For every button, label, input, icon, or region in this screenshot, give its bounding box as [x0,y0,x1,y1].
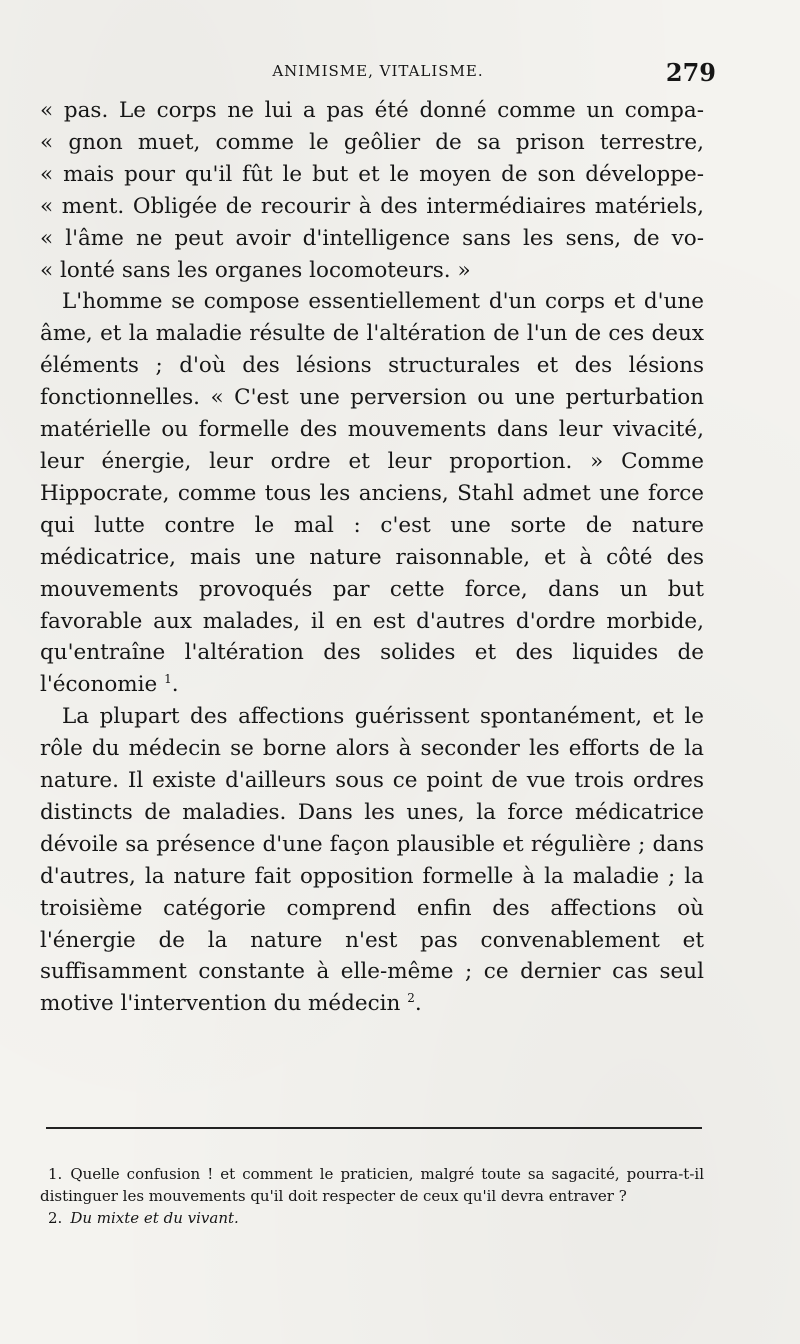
quote-line: « pas. Le corps ne lui a pas été donné comme un compa- [40,98,704,123]
page-header [40,58,716,90]
paragraph: L'homme se compose essentiellement d'un corps et d'une âme, et la maladie résulte de l'altération de l'un de ces deux éléments ; d'où des lésions structurales et des lésions fonctionnelles. « C'est une perversion ou une perturbation matérielle ou formelle des mouvements dans leur vivacité, leur énergie, leur ordre et leur proportion. » Comme Hippocrate, comme tous les anciens, Stahl admet une force qui lutte contre le mal : c'est une sorte de nature médicatrice, mais une nature raisonnable, et à côté des mouvements provoqués par cette force, dans un but favorable aux malades, il en est d'autres d'ordre morbide, qu'entraîne l'altération des solides et des liquides de l'économie $^1$. [40,289,704,698]
quote-line: « lonté sans les organes locomoteurs. » [40,257,471,283]
paragraph-text: La plupart des affections guérissent spontanément, et le rôle du médecin se borne alors à seconder les efforts de la nature. Il existe d'ailleurs sous ce point de vue trois ordres distincts de maladies. Dans les unes, la force médicatrice dévoile sa présence d'une façon plausible et régulière ; dans d'autres, la nature fait opposition formelle à la maladie ; la troisième catégorie comprend enfin des affections où l'énergie de la nature n'est pas convenablement et suffisamment constante à elle-même ; ce dernier cas seul motive l'intervention du médecin [40,704,704,1017]
paragraph-text: L'homme se compose essentiellement d'un corps et d'une âme, et la maladie résulte de l'altération de l'un de ces deux éléments ; d'où des lésions structurales et des lésions fonctionnelles. « C'est une perversion ou une perturbation matérielle ou formelle des mouvements dans leur vivacité, leur énergie, leur ordre et leur proportion. » Comme Hippocrate, comme tous les anciens, Stahl admet une force qui lutte contre le mal : c'est une sorte de nature médicatrice, mais une nature raisonnable, et à côté des mouvements provoqués par cette force, dans un but favorable aux malades, il en est d'autres d'ordre morbide, qu'entraîne l'altération des solides et des liquides de l'économie [40,289,704,698]
page-number: 279 [665,58,716,87]
quotation-block [40,95,704,286]
footnote-ref: 1 [164,672,172,687]
footnote-text: Quelle confusion ! et comment le praticien, malgré toute sa sagacité, pourra-t-il distinguer les mouvements qu'il doit respecter de ceux qu'il devra entraver ? [40,1165,704,1205]
footnote [40,1163,704,1207]
paragraph: La plupart des affections guérissent spontanément, et le rôle du médecin se borne alors à seconder les efforts de la nature. Il existe d'ailleurs sous ce point de vue trois ordres distincts de maladies. Dans les unes, la force médicatrice dévoile sa présence d'une façon plausible et régulière ; dans d'autres, la nature fait opposition formelle à la maladie ; la troisième catégorie comprend enfin des affections où l'énergie de la nature n'est pas convenablement et suffisamment constante à elle-même ; ce dernier cas seul motive l'intervention du médecin $^2$. [40,704,704,1017]
footnotes [40,1163,704,1229]
quote-line: « ment. Obligée de recourir à des intermédiaires matériels, [40,193,704,219]
footnote-ref: 2 [407,991,415,1006]
footnote [40,1207,704,1229]
quote-line: « gnon muet, comme le geôlier de sa prison terrestre, [40,129,704,155]
quote-line: « mais pour qu'il fût le but et le moyen de son développe- [40,161,704,187]
footnote-number: 2. [48,1209,63,1227]
running-head: ANIMISME, VITALISME. [272,62,484,80]
body-text [40,95,704,1020]
footnote-number: 1. [48,1165,63,1183]
quote-line: « l'âme ne peut avoir d'intelligence sans les sens, de vo- [40,225,704,251]
footnote-text: Du mixte et du vivant. [70,1209,239,1227]
footnote-rule [46,1127,702,1129]
